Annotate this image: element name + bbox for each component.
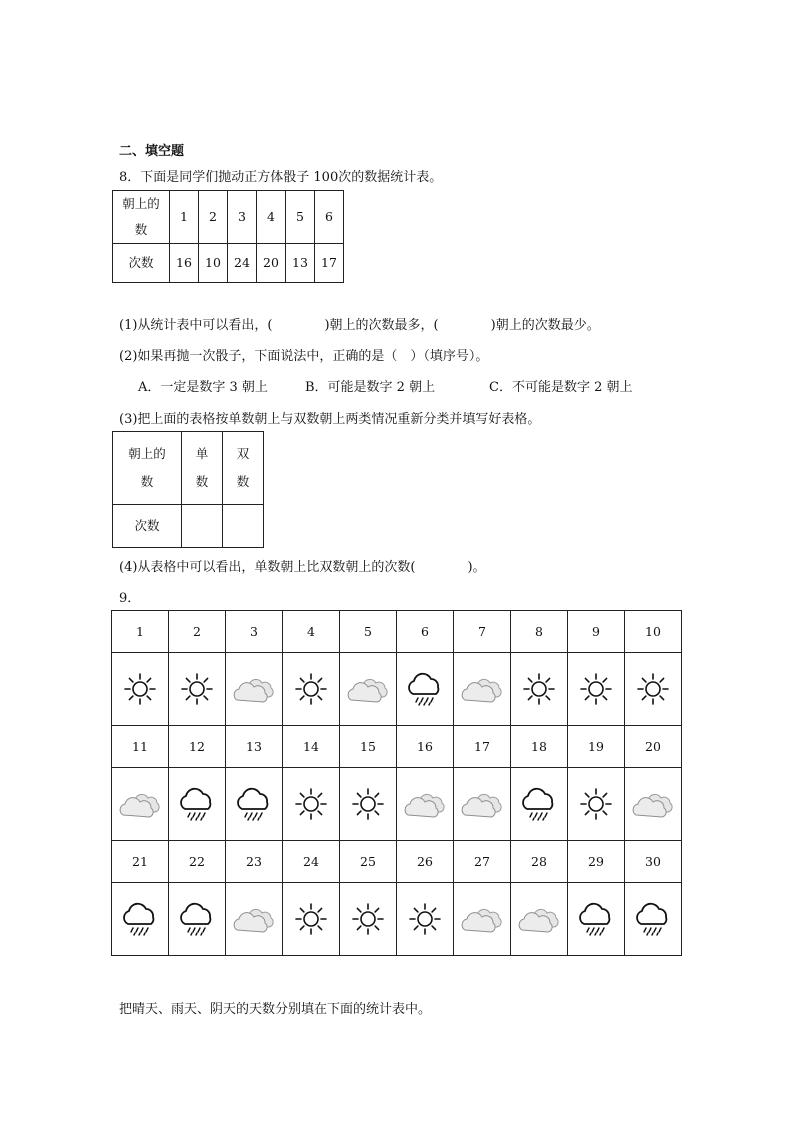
- weather-cell: [169, 768, 226, 841]
- section-title: 二、填空题: [119, 144, 185, 159]
- question-8-part-2: (2)如果再抛一次骰子，下面说法中，正确的是（ ）（填序号）。: [119, 349, 489, 364]
- weather-cell: [511, 768, 568, 841]
- face-cell: 5: [286, 191, 315, 244]
- day-number-cell: 23: [226, 841, 283, 883]
- odd-label: 单数: [195, 446, 209, 489]
- day-number-cell: 22: [169, 841, 226, 883]
- day-number-cell: 2: [169, 611, 226, 653]
- header-cell: [113, 191, 170, 244]
- rain-icon: [112, 900, 168, 938]
- day-number-cell: 6: [397, 611, 454, 653]
- rain-icon: [511, 785, 567, 823]
- weather-cell: [226, 768, 283, 841]
- sunny-icon: [397, 901, 453, 937]
- count-cell: 16: [170, 244, 199, 283]
- option-b: B．可能是数字 2 朝上: [305, 380, 436, 395]
- weather-cell: [397, 768, 454, 841]
- question-8-part-1: (1)从统计表中可以看出，( )朝上的次数最多，( )朝上的次数最少。: [119, 318, 600, 333]
- count-cell: 13: [286, 244, 315, 283]
- cloudy-icon: [226, 674, 282, 704]
- weather-icon-row: [112, 768, 682, 841]
- header-label: 朝上的数: [122, 196, 160, 237]
- day-number-cell: 20: [625, 726, 682, 768]
- cloudy-icon: [454, 789, 510, 819]
- day-number-cell: 21: [112, 841, 169, 883]
- weather-icon-row: [112, 653, 682, 726]
- day-number-cell: 15: [340, 726, 397, 768]
- weather-cell: [511, 653, 568, 726]
- sunny-icon: [283, 671, 339, 707]
- day-number-cell: 13: [226, 726, 283, 768]
- day-number-cell: 8: [511, 611, 568, 653]
- row-label: 次数: [113, 505, 182, 548]
- cloudy-icon: [112, 789, 168, 819]
- day-number-cell: 1: [112, 611, 169, 653]
- day-number-cell: 3: [226, 611, 283, 653]
- day-number-cell: 25: [340, 841, 397, 883]
- face-cell: 2: [199, 191, 228, 244]
- sunny-icon: [283, 786, 339, 822]
- rain-icon: [169, 900, 225, 938]
- weather-cell: [226, 883, 283, 956]
- day-number-row: [112, 726, 682, 768]
- day-number-cell: 14: [283, 726, 340, 768]
- option-c: C．不可能是数字 2 朝上: [489, 380, 633, 395]
- day-number-cell: 26: [397, 841, 454, 883]
- sunny-icon: [625, 671, 681, 707]
- question-8-part-4: (4)从表格中可以看出，单数朝上比双数朝上的次数( )。: [119, 560, 486, 575]
- weather-icon-row: [112, 883, 682, 956]
- weather-cell: [283, 653, 340, 726]
- count-cell: 10: [199, 244, 228, 283]
- weather-cell: [625, 653, 682, 726]
- cloudy-icon: [226, 904, 282, 934]
- face-cell: 6: [315, 191, 344, 244]
- rain-icon: [169, 785, 225, 823]
- sunny-icon: [112, 671, 168, 707]
- weather-cell: [112, 653, 169, 726]
- weather-cell: [340, 653, 397, 726]
- weather-cell: [397, 883, 454, 956]
- dice-stats-table: [112, 190, 344, 283]
- day-number-cell: 29: [568, 841, 625, 883]
- weather-cell: [568, 653, 625, 726]
- day-number-cell: 9: [568, 611, 625, 653]
- weather-cell: [625, 883, 682, 956]
- weather-cell: [226, 653, 283, 726]
- day-number-cell: 24: [283, 841, 340, 883]
- day-number-cell: 27: [454, 841, 511, 883]
- day-number-cell: 5: [340, 611, 397, 653]
- count-cell: 17: [315, 244, 344, 283]
- face-cell: 1: [170, 191, 199, 244]
- weather-cell: [568, 768, 625, 841]
- weather-cell: [169, 653, 226, 726]
- weather-cell: [340, 768, 397, 841]
- odd-even-table: [112, 431, 264, 548]
- cloudy-icon: [397, 789, 453, 819]
- day-number-cell: 16: [397, 726, 454, 768]
- sunny-icon: [568, 786, 624, 822]
- count-cell: 24: [228, 244, 257, 283]
- weather-cell: [283, 768, 340, 841]
- day-number-cell: 4: [283, 611, 340, 653]
- rain-icon: [226, 785, 282, 823]
- day-number-row: [112, 611, 682, 653]
- count-cell: 20: [257, 244, 286, 283]
- weather-cell: [568, 883, 625, 956]
- day-number-cell: 19: [568, 726, 625, 768]
- weather-cell: [454, 883, 511, 956]
- even-label: 双数: [236, 446, 250, 489]
- day-number-cell: 18: [511, 726, 568, 768]
- sunny-icon: [169, 671, 225, 707]
- question-8-prompt: 8．下面是同学们抛动正方体骰子 100次的数据统计表。: [119, 170, 443, 185]
- question-9-label: 9．: [119, 591, 141, 606]
- weather-cell: [511, 883, 568, 956]
- rain-icon: [397, 670, 453, 708]
- cloudy-icon: [625, 789, 681, 819]
- sunny-icon: [340, 786, 396, 822]
- day-number-cell: 11: [112, 726, 169, 768]
- even-header: [223, 432, 264, 505]
- weather-cell: [625, 768, 682, 841]
- day-number-cell: 10: [625, 611, 682, 653]
- cloudy-icon: [511, 904, 567, 934]
- weather-cell: [454, 653, 511, 726]
- header-cell: [113, 432, 182, 505]
- odd-count-blank[interactable]: [182, 505, 223, 548]
- weather-cell: [112, 768, 169, 841]
- row-label: 次数: [113, 244, 170, 283]
- sunny-icon: [511, 671, 567, 707]
- day-number-cell: 28: [511, 841, 568, 883]
- face-cell: 3: [228, 191, 257, 244]
- weather-cell: [283, 883, 340, 956]
- weather-cell: [397, 653, 454, 726]
- sunny-icon: [568, 671, 624, 707]
- weather-cell: [340, 883, 397, 956]
- question-8-part-3: (3)把上面的表格按单数朝上与双数朝上两类情况重新分类并填写好表格。: [119, 412, 541, 427]
- day-number-cell: 30: [625, 841, 682, 883]
- sunny-icon: [340, 901, 396, 937]
- header-label: 朝上的数: [128, 446, 166, 489]
- sunny-icon: [283, 901, 339, 937]
- rain-icon: [568, 900, 624, 938]
- weather-cell: [112, 883, 169, 956]
- face-cell: 4: [257, 191, 286, 244]
- day-number-cell: 17: [454, 726, 511, 768]
- cloudy-icon: [340, 674, 396, 704]
- day-number-cell: 12: [169, 726, 226, 768]
- question-9-instruction: 把晴天、雨天、阴天的天数分别填在下面的统计表中。: [119, 1002, 432, 1017]
- day-number-row: [112, 841, 682, 883]
- rain-icon: [625, 900, 681, 938]
- weather-cell: [454, 768, 511, 841]
- weather-calendar-table: [111, 610, 682, 956]
- odd-header: [182, 432, 223, 505]
- weather-cell: [169, 883, 226, 956]
- day-number-cell: 7: [454, 611, 511, 653]
- cloudy-icon: [454, 674, 510, 704]
- option-a: A．一定是数字 3 朝上: [138, 380, 268, 395]
- even-count-blank[interactable]: [223, 505, 264, 548]
- cloudy-icon: [454, 904, 510, 934]
